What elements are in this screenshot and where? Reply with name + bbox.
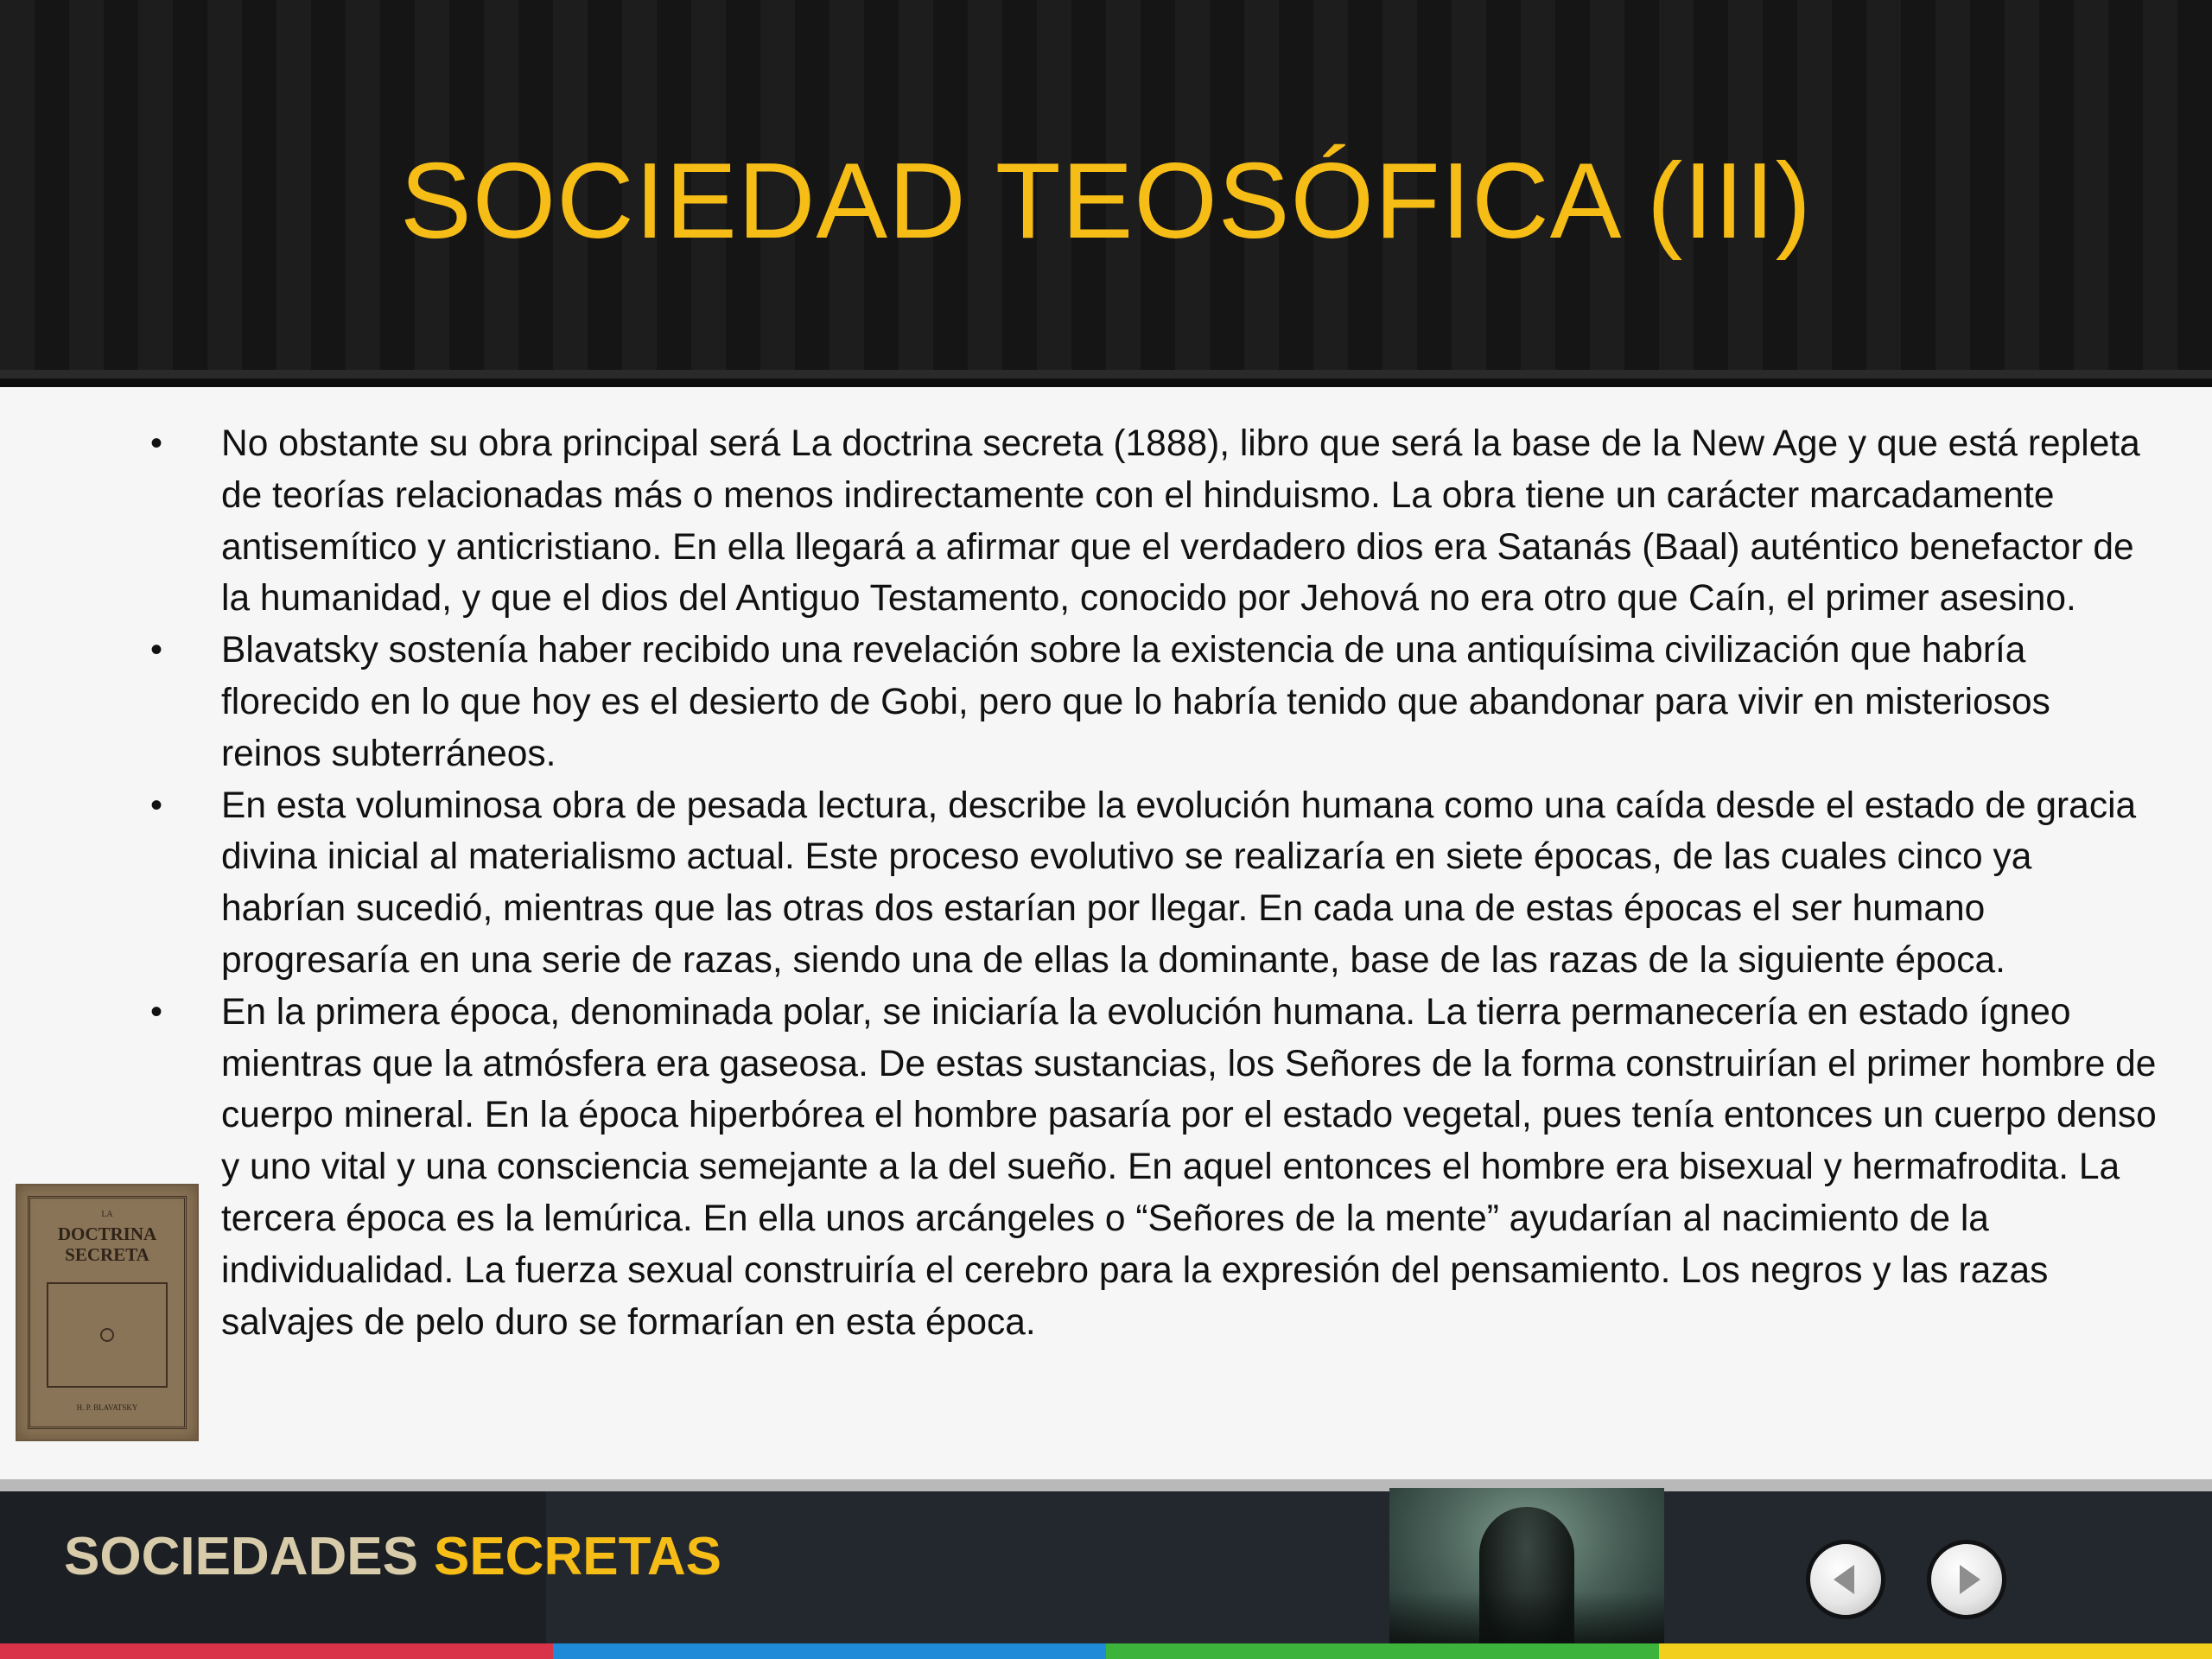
- bullet-marker: •: [150, 424, 163, 462]
- book-cover-panel: [47, 1282, 168, 1388]
- bullet-list: [138, 418, 2160, 1348]
- bullet-text: En esta voluminosa obra de pesada lectura, describe la evolución humana como una caída desde el estado de gracia divina inicial al materialismo actual. Este proceso evolutivo se realizaría en siete épocas, de las cuales cinco ya habrían sucedió, mientras que las otras dos estarían por llegar. En cada una de estas épocas el ser humano progresaría en una serie de razas, siendo una de ellas la dominante, base de las razas de la siguiente época.: [221, 785, 2137, 981]
- footer-divider: [0, 1479, 2212, 1491]
- bullet-text: No obstante su obra principal será La doctrina secreta (1888), libro que será la base de la New Age y que está repleta de teorías relacionadas más o menos indirectamente con el hinduismo. La obra tiene un carácter marcadamente antisemítico y anticristiano. En ella llegará a afirmar que el verdadero dios era Satanás (Baal) auténtico benefactor de la humanidad, y que el dios del Antiguo Testamento, conocido por Jehová no era otro que Caín, el primer asesino.: [221, 423, 2140, 620]
- footer-brand-word-2: SECRETAS: [433, 1527, 721, 1586]
- book-cover-top-text: LA: [101, 1210, 113, 1219]
- book-cover-title: DOCTRINA SECRETA: [57, 1224, 157, 1265]
- stripe-segment-yellow: [1659, 1643, 2212, 1659]
- bullet-item: [138, 780, 2160, 987]
- stripe-segment-blue: [553, 1643, 1106, 1659]
- bullet-item: [138, 987, 2160, 1349]
- bullet-marker: •: [150, 631, 163, 670]
- book-cover-image: [16, 1184, 199, 1441]
- stripe-segment-red: [0, 1643, 553, 1659]
- arrow-right-icon: [1960, 1565, 1980, 1594]
- stripe-segment-green: [1106, 1643, 1659, 1659]
- header-divider-shadow: [0, 378, 2212, 387]
- previous-slide-button[interactable]: [1806, 1540, 1885, 1619]
- footer-color-stripe: [0, 1643, 2212, 1659]
- bullet-item: [138, 418, 2160, 625]
- bullet-text: Blavatsky sostenía haber recibido una revelación sobre la existencia de una antiquísima civilización que habría florecido en lo que hoy es el desierto de Gobi, pero que lo habría tenido que abandonar para vivir en misteriosos reinos subterráneos.: [221, 630, 2050, 774]
- bullet-marker: •: [150, 785, 163, 824]
- footer-brand: [64, 1526, 721, 1588]
- book-cover-author: H. P. BLAVATSKY: [76, 1403, 138, 1412]
- next-slide-button[interactable]: [1927, 1540, 2006, 1619]
- bullet-item: [138, 625, 2160, 779]
- bullet-text: En la primera época, denominada polar, se iniciaría la evolución humana. La tierra permanecería en estado ígneo mientras que la atmósfera era gaseosa. De estas sustancias, los Señores de la forma construirían el primer hombre de cuerpo mineral. En la época hiperbórea el hombre pasaría por el estado vegetal, pues tenía entonces un cuerpo denso y uno vital y una consciencia semejante a la del sueño. En aquel entonces el hombre era bisexual y hermafrodita. La tercera época es la lemúrica. En ella unos arcángeles o “Señores de la mente” ayudarían al nacimiento de la individualidad. La fuerza sexual construiría el cerebro para la expresión del pensamiento. Los negros y las razas salvajes de pelo duro se formarían en esta época.: [221, 991, 2157, 1343]
- header-divider: [0, 370, 2212, 378]
- slide-title: SOCIEDAD TEOSÓFICA (III): [400, 142, 1812, 261]
- arrow-left-icon: [1834, 1565, 1854, 1594]
- emblem-icon: [100, 1328, 114, 1342]
- footer-brand-word-1: SOCIEDADES: [64, 1527, 418, 1586]
- hooded-figure-image: [1389, 1488, 1664, 1652]
- bullet-marker: •: [150, 992, 163, 1031]
